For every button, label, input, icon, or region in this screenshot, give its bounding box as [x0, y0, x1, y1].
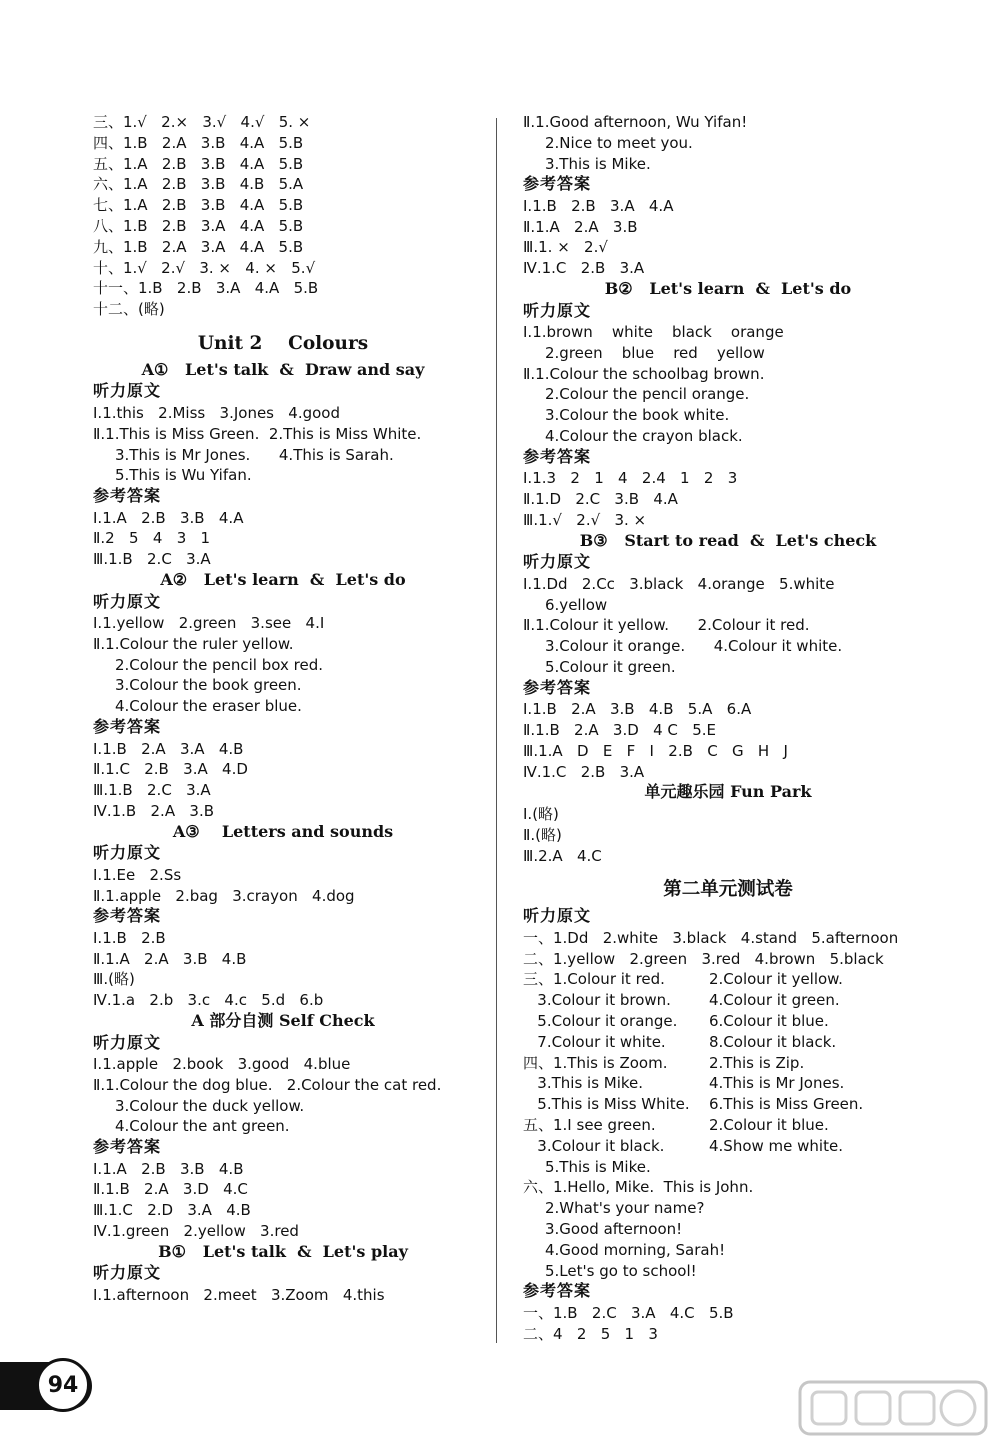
- subsection-label: 参考答案: [523, 446, 592, 466]
- answer-line: Ⅱ.(略): [523, 825, 562, 844]
- answer-line: Ⅱ.2 5 4 3 1: [93, 529, 211, 548]
- answer-line: 一、1.Dd 2.white 3.black 4.stand 5.afternoon: [523, 928, 899, 947]
- answer-line: 3.Colour the book green.: [115, 676, 302, 695]
- answer-line: Ⅲ.1.√ 2.√ 3. ×: [523, 510, 647, 529]
- section-heading: A 部分自测 Self Check: [191, 1011, 375, 1030]
- answer-line: Ⅰ.1.Ee 2.Ss: [93, 865, 182, 884]
- answer-line: 六、1.A 2.B 3.B 4.B 5.A: [93, 175, 304, 194]
- subsection-label: 参考答案: [93, 717, 162, 737]
- answer-line: Ⅰ.1.A 2.B 3.B 4.B: [93, 1159, 244, 1178]
- page-number: 94: [36, 1358, 90, 1412]
- answer-line: Ⅰ.1.3 2 1 4 2.4 1 2 3: [523, 469, 738, 488]
- subsection-label: 听力原文: [93, 381, 162, 401]
- answer-text: 2.This is Zip.: [709, 1053, 805, 1072]
- answer-line: [523, 1032, 933, 1053]
- answer-text: 7.Colour it white.: [523, 1032, 666, 1051]
- answer-text: 6.Colour it blue.: [709, 1012, 829, 1030]
- answer-line: Ⅱ.1.A 2.A 3.B 4.B: [93, 949, 247, 968]
- section-heading: B③ Start to read & Let's check: [579, 530, 877, 550]
- answer-line: 一、1.B 2.C 3.A 4.C 5.B: [523, 1303, 734, 1322]
- answer-line: Ⅱ.1.Colour the dog blue. 2.Colour the cat red.: [93, 1075, 442, 1094]
- answer-line: 5.Colour it green.: [545, 657, 676, 676]
- answer-line: Ⅳ.1.green 2.yellow 3.red: [93, 1222, 299, 1241]
- section-heading: A① Let's talk & Draw and say: [141, 359, 425, 379]
- subsection-label: 参考答案: [93, 486, 162, 506]
- subsection-label: 听力原文: [523, 300, 592, 320]
- answer-line: Ⅰ.1.apple 2.book 3.good 4.blue: [93, 1055, 351, 1073]
- answer-line: 十二、(略): [93, 300, 165, 319]
- subsection-label: 听力原文: [93, 591, 162, 611]
- answer-line: 二、4 2 5 1 3: [523, 1324, 658, 1343]
- answer-text: 4.Show me white.: [709, 1136, 843, 1155]
- answer-line: 四、1.B 2.A 3.B 4.A 5.B: [93, 133, 304, 152]
- answer-text: 6.This is Miss Green.: [709, 1095, 864, 1114]
- answer-line: [523, 990, 933, 1011]
- answer-line: [523, 1053, 933, 1074]
- answer-line: 3.This is Mr Jones. 4.This is Sarah.: [115, 445, 394, 464]
- answer-text: 4.This is Mr Jones.: [709, 1074, 845, 1093]
- answer-line: 4.Colour the crayon black.: [545, 427, 743, 446]
- answer-text: 5.Colour it orange.: [523, 1012, 678, 1030]
- subsection-label: 听力原文: [93, 843, 162, 863]
- answer-line: Ⅳ.1.C 2.B 3.A: [523, 762, 645, 781]
- answer-line: Ⅲ.1.B 2.C 3.A: [93, 550, 211, 569]
- answer-line: Ⅰ.1.B 2.B: [93, 928, 166, 947]
- subsection-label: 听力原文: [523, 552, 592, 572]
- answer-line: 4.Colour the ant green.: [115, 1117, 290, 1136]
- answer-line: 5.Let's go to school!: [545, 1261, 697, 1280]
- answer-line: [523, 1094, 933, 1115]
- answer-line: Ⅱ.1.apple 2.bag 3.crayon 4.dog: [93, 886, 355, 905]
- answer-line: Ⅳ.1.B 2.A 3.B: [93, 801, 214, 820]
- right-column: [523, 112, 933, 1344]
- answer-line: Ⅱ.1.Colour the ruler yellow.: [93, 634, 294, 653]
- subsection-label: 参考答案: [523, 174, 592, 194]
- answer-line: Ⅰ.1.B 2.A 3.B 4.B 5.A 6.A: [523, 700, 752, 719]
- column-divider: [496, 118, 497, 1343]
- answer-line: Ⅲ.(略): [93, 970, 135, 989]
- answer-line: [523, 969, 933, 990]
- answer-line: 七、1.A 2.B 3.B 4.A 5.B: [93, 196, 304, 215]
- answer-line: 二、1.yellow 2.green 3.red 4.brown 5.black: [523, 949, 884, 968]
- answer-line: [523, 1011, 933, 1032]
- answer-line: 十、1.√ 2.√ 3. × 4. × 5.√: [93, 258, 316, 277]
- answer-text: 5.This is Miss White.: [523, 1095, 690, 1114]
- answer-line: 八、1.B 2.B 3.A 4.A 5.B: [93, 216, 304, 235]
- answer-line: Ⅲ.1.B 2.C 3.A: [93, 781, 211, 800]
- answer-text: 2.Colour it blue.: [709, 1115, 829, 1134]
- answer-line: Ⅰ.1.yellow 2.green 3.see 4.I: [93, 614, 325, 633]
- answer-line: [523, 1115, 933, 1136]
- answer-line: [523, 1073, 933, 1094]
- answer-line: Ⅲ.1.C 2.D 3.A 4.B: [93, 1201, 251, 1220]
- answer-text: 3.Colour it brown.: [523, 991, 671, 1010]
- section-heading: A② Let's learn & Let's do: [160, 570, 406, 590]
- answer-line: Ⅲ.1. × 2.√: [523, 238, 608, 257]
- subsection-label: 听力原文: [523, 906, 592, 926]
- answer-line: [523, 1136, 933, 1157]
- answer-line: 3.Good afternoon!: [545, 1219, 683, 1238]
- answer-line: 六、1.Hello, Mike. This is John.: [523, 1178, 754, 1197]
- answer-line: Ⅱ.1.B 2.A 3.D 4 C 5.E: [523, 721, 716, 740]
- answer-line: 十一、1.B 2.B 3.A 4.A 5.B: [93, 279, 319, 298]
- section-heading: B① Let's talk & Let's play: [158, 1241, 408, 1261]
- answer-text: 三、1.Colour it red.: [523, 970, 665, 989]
- answer-line: 5.This is Wu Yifan.: [115, 466, 252, 485]
- answer-line: Ⅰ.(略): [523, 804, 559, 823]
- answer-line: 3.Colour the book white.: [545, 406, 730, 425]
- answer-line: Ⅱ.1.Colour it yellow. 2.Colour it red.: [523, 616, 810, 635]
- answer-line: 九、1.B 2.A 3.A 4.A 5.B: [93, 237, 304, 256]
- answer-text: 2.Colour it yellow.: [709, 970, 843, 989]
- answer-line: 3.This is Mike.: [545, 154, 651, 173]
- subsection-label: 参考答案: [523, 677, 592, 697]
- answer-line: Ⅰ.1.afternoon 2.meet 3.Zoom 4.this: [93, 1285, 385, 1304]
- answer-line: Ⅱ.1.A 2.A 3.B: [523, 217, 638, 236]
- answer-line: 2.Nice to meet you.: [545, 133, 693, 152]
- answer-line: 4.Good morning, Sarah!: [545, 1240, 726, 1259]
- answer-text: 四、1.This is Zoom.: [523, 1053, 668, 1072]
- subsection-label: 参考答案: [93, 1137, 162, 1157]
- answer-line: 2.green blue red yellow: [545, 343, 765, 362]
- unit-title: 第二单元测试卷: [663, 879, 793, 901]
- answer-line: Ⅰ.1.Dd 2.Cc 3.black 4.orange 5.white: [523, 574, 835, 593]
- unit-title: Unit 2 Colours: [197, 332, 369, 354]
- answer-line: Ⅱ.1.Colour the schoolbag brown.: [523, 364, 765, 383]
- answer-text: 8.Colour it black.: [709, 1032, 837, 1051]
- answer-line: Ⅱ.1.B 2.A 3.D 4.C: [93, 1180, 248, 1199]
- answer-line: Ⅲ.1.A D E F I 2.B C G H J: [523, 741, 788, 760]
- subsection-label: 听力原文: [93, 1032, 162, 1052]
- watermark-logo: [798, 1378, 988, 1438]
- answer-line: Ⅰ.1.brown white black orange: [523, 323, 784, 342]
- subsection-label: 参考答案: [93, 906, 162, 926]
- answer-line: 2.Colour the pencil box red.: [115, 655, 323, 674]
- left-column: [93, 112, 473, 1306]
- answer-line: 2.Colour the pencil orange.: [545, 385, 750, 404]
- answer-line: Ⅲ.2.A 4.C: [523, 846, 602, 865]
- answer-line: 三、1.√ 2.× 3.√ 4.√ 5. ×: [93, 113, 311, 131]
- answer-line: Ⅱ.1.This is Miss Green. 2.This is Miss White.: [93, 424, 422, 443]
- answer-line: 3.Colour it orange. 4.Colour it white.: [545, 637, 843, 656]
- answer-line: Ⅰ.1.B 2.B 3.A 4.A: [523, 196, 674, 215]
- answer-line: Ⅰ.1.this 2.Miss 3.Jones 4.good: [93, 403, 341, 422]
- answer-line: 6.yellow: [545, 595, 608, 614]
- answer-text: 3.This is Mike.: [523, 1074, 644, 1093]
- answer-line: 五、1.A 2.B 3.B 4.A 5.B: [93, 154, 304, 173]
- answer-line: Ⅱ.1.D 2.C 3.B 4.A: [523, 490, 678, 509]
- answer-line: Ⅰ.1.B 2.A 3.A 4.B: [93, 739, 244, 758]
- answer-line: 2.What's your name?: [545, 1199, 705, 1218]
- answer-line: Ⅱ.1.C 2.B 3.A 4.D: [93, 760, 248, 779]
- section-heading: A③ Letters and sounds: [172, 821, 394, 841]
- answer-text: 五、1.I see green.: [523, 1115, 656, 1134]
- subsection-label: 听力原文: [93, 1263, 162, 1283]
- section-heading: 单元趣乐园 Fun Park: [644, 782, 812, 802]
- answer-line: Ⅳ.1.C 2.B 3.A: [523, 259, 645, 278]
- section-heading: B② Let's learn & Let's do: [604, 279, 852, 299]
- answer-line: Ⅱ.1.Good afternoon, Wu Yifan!: [523, 113, 748, 131]
- answer-text: 3.Colour it black.: [523, 1136, 665, 1155]
- answer-line: 5.This is Mike.: [545, 1157, 651, 1176]
- answer-text: 4.Colour it green.: [709, 991, 840, 1010]
- answer-line: 4.Colour the eraser blue.: [115, 697, 302, 716]
- answer-line: Ⅳ.1.a 2.b 3.c 4.c 5.d 6.b: [93, 991, 324, 1010]
- answer-line: Ⅰ.1.A 2.B 3.B 4.A: [93, 508, 244, 527]
- subsection-label: 参考答案: [523, 1281, 592, 1301]
- answer-line: 3.Colour the duck yellow.: [115, 1096, 305, 1115]
